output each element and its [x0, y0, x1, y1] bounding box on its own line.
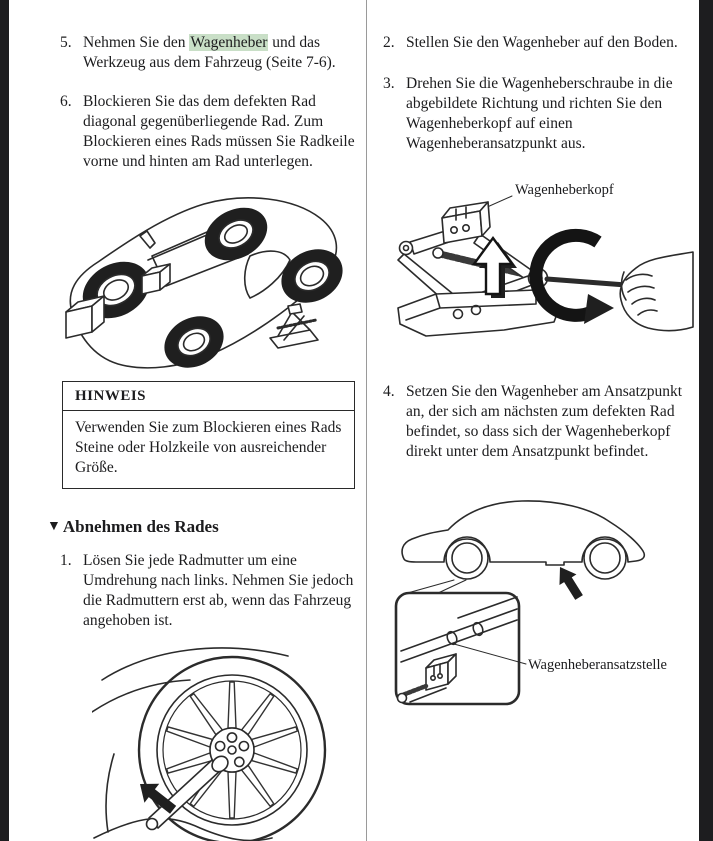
step-1-text: Lösen Sie jede Radmutter um eine Umdrehung nach links. Nehmen Sie jedoch die Radmuttern erst ab, wenn das Fahrzeug angehoben ist.	[83, 552, 354, 629]
step-6-number: 6.	[60, 93, 72, 110]
hinweis-body: Verwenden Sie zum Blockieren eines Rads Steine oder Holzkeile von ausreichender Größe.	[75, 419, 342, 476]
step-5-text	[83, 33, 358, 73]
step-5	[60, 33, 358, 73]
step-3-number: 3.	[383, 75, 395, 92]
step-5-number: 5.	[60, 34, 72, 51]
jack-point-label: Wagenheberansatzstelle	[528, 657, 667, 673]
jack-point-arrow	[552, 562, 588, 603]
hinweis-title: HINWEIS	[63, 382, 354, 411]
rear-right-wheel	[272, 239, 352, 313]
step-4-number: 4.	[383, 383, 395, 400]
step-1	[60, 551, 358, 631]
page-left-black-edge	[0, 0, 9, 841]
column-divider	[366, 0, 367, 841]
hand	[620, 252, 693, 331]
jack-on-ground	[270, 304, 318, 348]
step-3-text: Drehen Sie die Wagenheberschraube in die abgebildete Richtung und richten Sie den Wagenheberkopf auf einen Wagenheberansatzpunkt aus.	[406, 75, 673, 152]
step-2-text: Stellen Sie den Wagenheber auf den Boden.	[406, 34, 678, 51]
jack-head-label: Wagenheberkopf	[515, 182, 614, 198]
step-4	[383, 382, 689, 462]
step-4-text: Setzen Sie den Wagenheber am Ansatzpunkt an, der sich am nächsten zum defekten Rad befindet, so dass sich der Wagenheberkopf direkt unter dem Ansatzpunkt befindet.	[406, 383, 683, 460]
step-3	[383, 74, 689, 154]
section-heading-text: Abnehmen des Rades	[62, 517, 219, 536]
wheel-lugnut-illustration	[92, 634, 358, 841]
step-6-text: Blockieren Sie das dem defekten Rad diagonal gegenüberliegende Rad. Zum Blockieren eines Rads müssen Sie Radkeile vorne und hinten am Rad unterlegen.	[83, 93, 355, 170]
step-5-text-post: und das Werkzeug aus dem Fahrzeug (Seite 7-6).	[83, 34, 336, 71]
page-right-black-edge	[699, 0, 713, 841]
scissor-jack-illustration	[386, 188, 694, 340]
car-chock-illustration	[52, 192, 368, 374]
step-2	[383, 33, 689, 53]
far-front-wheel	[196, 197, 277, 270]
highlighted-term: Wagenheber	[190, 34, 268, 51]
hinweis-note-box	[62, 381, 355, 489]
step-5-text-pre: Nehmen Sie den	[83, 34, 190, 51]
jack-point-illustration	[388, 496, 700, 711]
step-1-number: 1.	[60, 552, 72, 569]
section-triangle-icon: ▼	[47, 519, 61, 534]
step-6	[60, 92, 358, 172]
section-heading	[47, 517, 219, 537]
callout-box	[396, 593, 519, 704]
rear-left-wheel	[155, 306, 232, 374]
step-2-number: 2.	[383, 34, 395, 51]
